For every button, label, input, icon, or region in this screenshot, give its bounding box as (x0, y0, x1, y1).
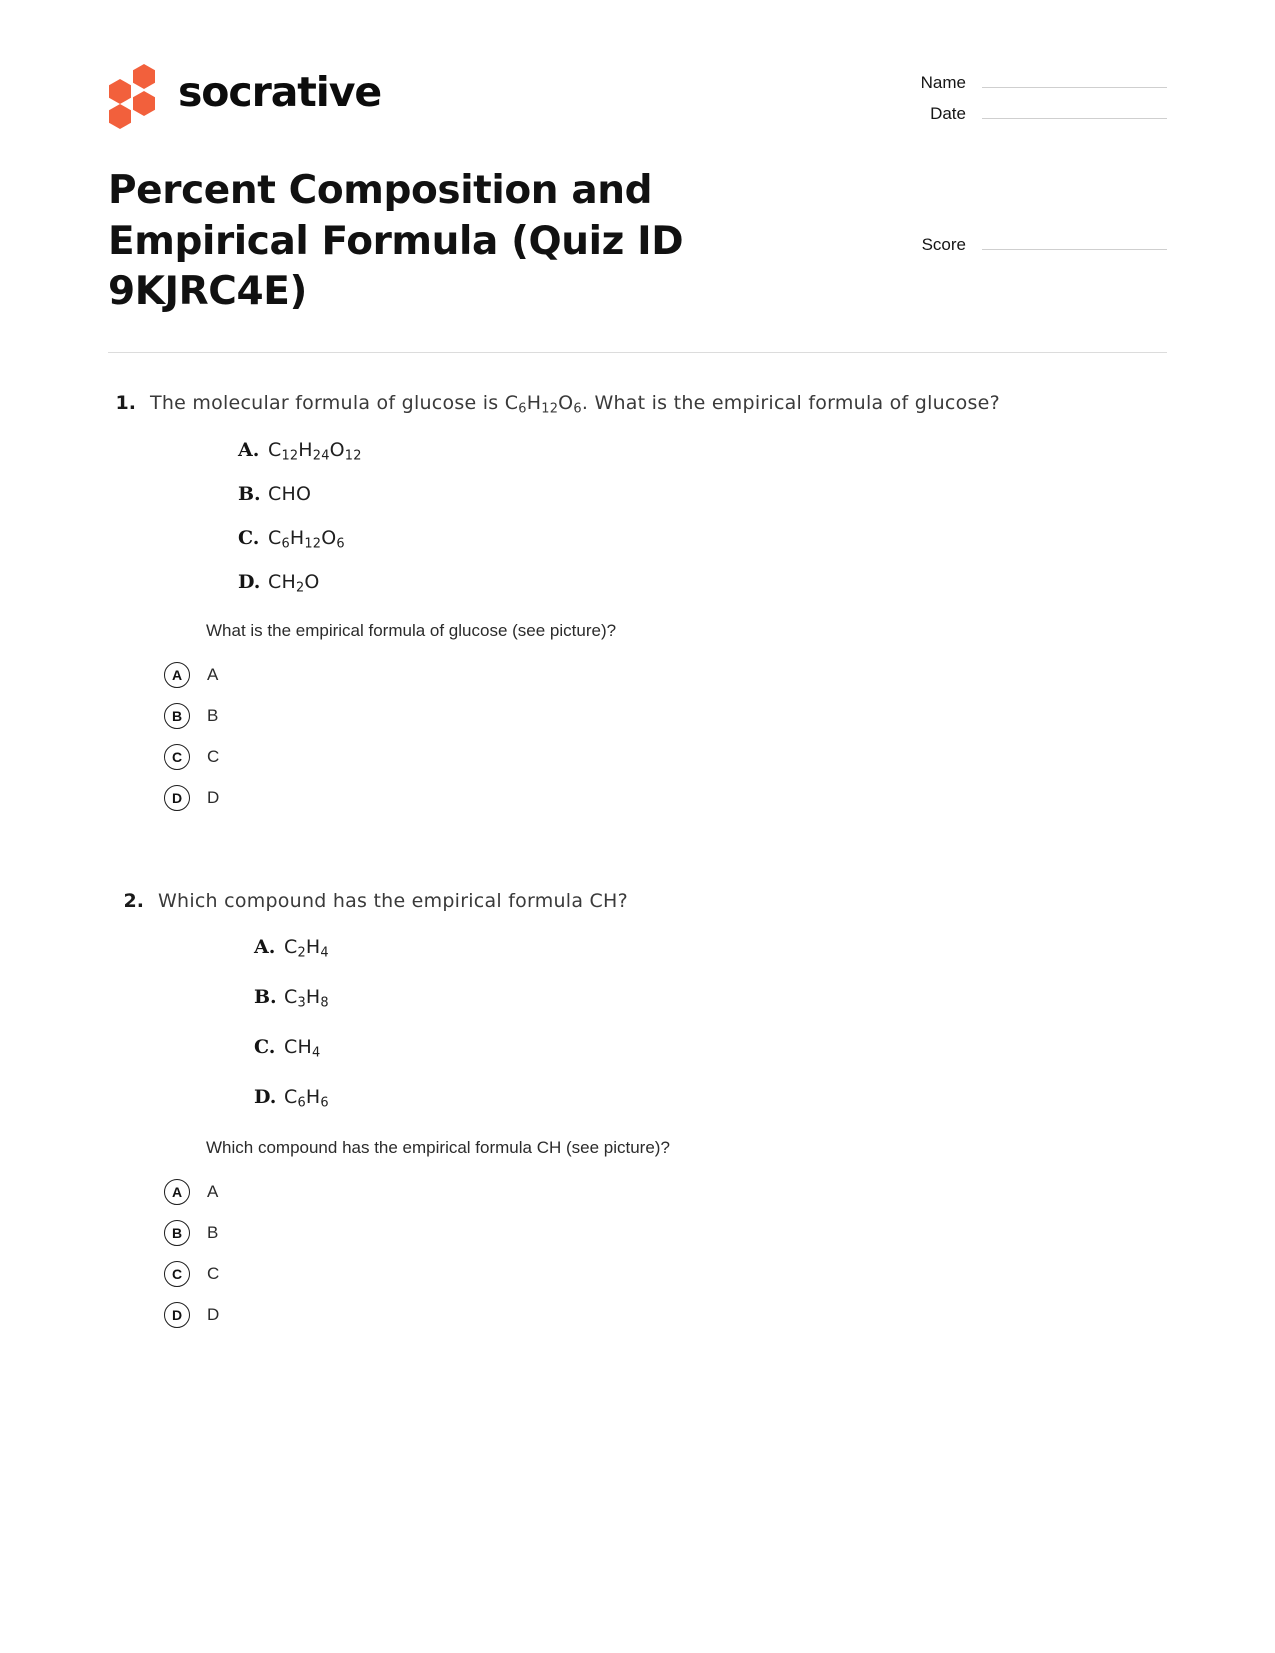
question-1-text-mid-2: O (558, 392, 574, 415)
option-value: CHO (268, 482, 312, 505)
questions-list (0, 391, 1275, 1336)
option-letter: B. (254, 986, 277, 1009)
question-1-text-before: The molecular formula of glucose is C (150, 392, 519, 415)
option-letter: A. (254, 936, 276, 959)
question-2-options (108, 936, 1167, 1111)
question-1-bubble-row-a[interactable] (164, 655, 1167, 696)
option-value: $CH_4$ (284, 1036, 321, 1061)
question-1-subquestion: What is the empirical formula of glucose (see picture)? (206, 620, 617, 640)
title-row (0, 136, 1275, 318)
question-2-subquestion: Which compound has the empirical formula CH (see picture)? (206, 1138, 670, 1158)
question-1-answer-section (108, 619, 1167, 819)
option-value: $CH_2O$ (268, 570, 320, 596)
question-2-bubble-row-d[interactable] (164, 1295, 1167, 1336)
answer-bubble-d[interactable]: D (164, 785, 190, 811)
answer-bubble-b[interactable]: B (164, 703, 190, 729)
question-2-bubble-row-b[interactable] (164, 1213, 1167, 1254)
question-1-option-b (238, 483, 1167, 505)
page-title: Percent Composition and Empirical Formula (Quiz ID 9KJRC4E) (108, 168, 684, 315)
header-divider (108, 352, 1167, 353)
question-2-text: Which compound has the empirical formula CH? (158, 889, 628, 912)
question-1-sub-1: 6 (518, 401, 527, 417)
question-2-option-a (254, 936, 1167, 961)
hexagon-middle-left-icon (109, 79, 131, 104)
question-1-option-a (238, 438, 1167, 464)
answer-bubble-label: B (207, 706, 219, 725)
question-1-number: 1. (115, 392, 136, 415)
question-1-sub-3: 6 (573, 401, 582, 417)
answer-bubble-a[interactable]: A (164, 662, 190, 688)
hexagon-bottom-left-icon (109, 104, 131, 129)
answer-bubble-label: A (207, 665, 219, 684)
option-value: $C_3H_8$ (284, 986, 329, 1011)
question-1-head (108, 391, 1167, 417)
question-1-text (150, 391, 1000, 417)
question-1-bubble-row-b[interactable] (164, 696, 1167, 737)
date-label: Date (930, 104, 966, 123)
answer-bubble-b[interactable]: B (164, 1220, 190, 1246)
option-letter: D. (238, 570, 261, 593)
question-2-head (108, 889, 1167, 915)
answer-bubble-c[interactable]: C (164, 744, 190, 770)
hexagon-top-right-icon (133, 64, 155, 89)
option-letter: A. (238, 438, 260, 461)
question-2-bubble-row-a[interactable] (164, 1172, 1167, 1213)
question-1-bubble-list (108, 655, 1167, 819)
answer-bubble-c[interactable]: C (164, 1261, 190, 1287)
answer-bubble-a[interactable]: A (164, 1179, 190, 1205)
answer-bubble-label: C (207, 1264, 220, 1284)
option-value: $C_6H_{12}O_6$ (268, 526, 345, 552)
hexagon-middle-right-icon (133, 91, 155, 116)
question-1-sub-2: 12 (541, 401, 559, 417)
question-1-options (108, 438, 1167, 596)
question-2 (108, 889, 1167, 1336)
answer-bubble-label: D (207, 788, 220, 807)
option-letter: D. (254, 1086, 277, 1109)
option-value: $C_6H_6$ (284, 1086, 329, 1111)
question-2-answer-section (108, 1136, 1167, 1336)
socrative-hexagon-icon (108, 64, 160, 120)
answer-bubble-label: D (207, 1305, 220, 1325)
option-letter: C. (254, 1036, 276, 1059)
question-2-number: 2. (123, 889, 144, 912)
answer-bubble-label: B (207, 1223, 219, 1243)
score-field-block (867, 166, 1167, 267)
answer-bubble-label: A (207, 1182, 219, 1202)
score-field-row (867, 236, 1167, 253)
option-letter: C. (238, 526, 260, 549)
option-value: $C_2H_4$ (284, 936, 329, 961)
score-label: Score (921, 235, 966, 254)
question-1-option-d (238, 570, 1167, 596)
question-1 (108, 391, 1167, 818)
question-1-text-mid-1: H (526, 392, 542, 415)
name-label: Name (920, 73, 966, 92)
brand-wordmark: socrative (178, 67, 382, 116)
date-field-row (867, 105, 1167, 122)
question-2-option-c (254, 1036, 1167, 1061)
question-2-bubble-list (108, 1172, 1167, 1336)
answer-bubble-d[interactable]: D (164, 1302, 190, 1328)
question-2-option-b (254, 986, 1167, 1011)
answer-bubble-label: C (207, 747, 220, 766)
question-1-text-after: . What is the empirical formula of glucose? (581, 392, 1000, 415)
socrative-logo (108, 52, 381, 120)
student-meta-fields (867, 52, 1167, 136)
page-header (0, 0, 1275, 136)
name-field-row (867, 74, 1167, 91)
question-2-bubble-row-c[interactable] (164, 1254, 1167, 1295)
option-letter: B. (238, 482, 261, 505)
score-write-line[interactable] (982, 249, 1167, 250)
date-write-line[interactable] (982, 118, 1167, 119)
question-1-bubble-row-c[interactable] (164, 737, 1167, 778)
question-2-option-d (254, 1086, 1167, 1111)
question-1-bubble-row-d[interactable] (164, 778, 1167, 819)
name-write-line[interactable] (982, 87, 1167, 88)
question-1-option-c (238, 526, 1167, 552)
option-value: $C_{12}H_{24}O_{12}$ (268, 438, 362, 464)
